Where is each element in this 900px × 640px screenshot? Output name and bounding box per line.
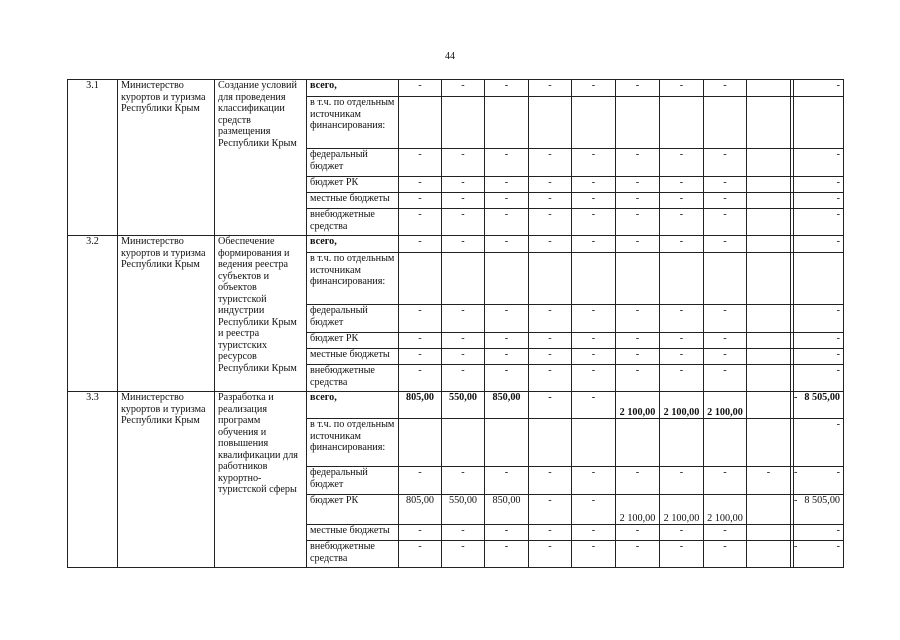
year-value-cell: - [399,333,442,349]
year-value-cell: - [485,209,529,236]
year-value-cell: - [442,349,485,365]
year-value-cell: - [529,177,572,193]
year-value-cell: - [485,349,529,365]
year-value-cell [485,419,529,467]
year-value-cell [399,253,442,305]
year-value-cell: - [399,305,442,333]
funding-source-label: внебюджетные средства [307,365,399,392]
year-value-cell: - [572,149,616,177]
total-value-cell: - [794,177,844,193]
year-value-cell: - [660,236,704,253]
year-value-cell [616,419,660,467]
year-value-cell: - [660,525,704,541]
total-value-cell: - [794,305,844,333]
year-value-cell: - [572,305,616,333]
year-value-cell: - [399,365,442,392]
funding-source-label: местные бюджеты [307,193,399,209]
year-value-cell: - [399,541,442,568]
year-value-cell: - [442,467,485,495]
year-value-cell: - [442,333,485,349]
year-value-cell: - [704,333,747,349]
year-value-cell: - [616,209,660,236]
year-value-cell: - [485,149,529,177]
year-value-cell [747,177,791,193]
year-value-cell: - [660,80,704,97]
total-value-cell: 8 505,00 [794,392,844,419]
year-value-cell: - [572,177,616,193]
year-value-cell: - [442,193,485,209]
year-value-cell: 2 100,00 [616,392,660,419]
year-value-cell: - [616,305,660,333]
year-value-cell: - [616,177,660,193]
funding-source-label: бюджет РК [307,333,399,349]
funding-source-label: федеральный бюджет [307,149,399,177]
year-value-cell: - [660,209,704,236]
year-value-cell: 805,00 [399,392,442,419]
year-value-cell [572,97,616,149]
year-value-cell: - [442,525,485,541]
table-row [68,392,844,419]
total-value-cell: - [794,541,844,568]
year-value-cell [747,97,791,149]
responsible-organization: Министерство курортов и туризма Республики Крым [118,80,215,236]
year-value-cell: - [616,80,660,97]
year-value-cell: - [791,495,794,525]
year-value-cell: - [660,349,704,365]
year-value-cell [747,365,791,392]
year-value-cell: - [572,365,616,392]
year-value-cell: - [704,236,747,253]
year-value-cell: - [704,209,747,236]
year-value-cell: - [572,525,616,541]
year-value-cell: - [442,80,485,97]
funding-source-label: в т.ч. по отдельным источникам финансирования: [307,419,399,467]
year-value-cell: - [529,365,572,392]
total-value-cell: - [794,236,844,253]
funding-source-label: всего, [307,236,399,253]
total-value-cell [794,97,844,149]
year-value-cell: - [660,467,704,495]
year-value-cell: - [485,177,529,193]
item-number: 3.2 [68,236,118,392]
year-value-cell [747,209,791,236]
year-value-cell: - [616,236,660,253]
year-value-cell: - [485,305,529,333]
funding-source-label: в т.ч. по отдельным источникам финансирования: [307,253,399,305]
funding-source-label: федеральный бюджет [307,467,399,495]
year-value-cell: - [572,467,616,495]
activity-name: Создание условий для проведения классификации средств размещения Республики Крым [215,80,307,236]
year-value-cell: - [442,365,485,392]
year-value-cell [747,236,791,253]
year-value-cell [747,349,791,365]
year-value-cell: - [529,541,572,568]
table-row [68,236,844,253]
year-value-cell: - [616,541,660,568]
year-value-cell: - [791,392,794,419]
year-value-cell: 2 100,00 [660,392,704,419]
year-value-cell: - [572,541,616,568]
year-value-cell [442,97,485,149]
responsible-organization: Министерство курортов и туризма Республики Крым [118,236,215,392]
activity-name: Разработка и реализация программ обучения и повышения квалификации для работников курортно-туристской сферы [215,392,307,568]
year-value-cell: - [485,525,529,541]
funding-source-label: бюджет РК [307,495,399,525]
year-value-cell [747,392,791,419]
total-value-cell: - [794,419,844,467]
year-value-cell: - [529,305,572,333]
year-value-cell: - [704,365,747,392]
year-value-cell: - [791,467,794,495]
funding-source-label: местные бюджеты [307,349,399,365]
year-value-cell [616,97,660,149]
total-value-cell: - [794,209,844,236]
year-value-cell: - [529,495,572,525]
year-value-cell [704,97,747,149]
year-value-cell [660,419,704,467]
year-value-cell: - [704,193,747,209]
year-value-cell: - [485,80,529,97]
year-value-cell: - [442,209,485,236]
year-value-cell: - [485,333,529,349]
year-value-cell: - [529,349,572,365]
year-value-cell: 550,00 [442,495,485,525]
year-value-cell [529,97,572,149]
year-value-cell: - [442,305,485,333]
year-value-cell: - [399,349,442,365]
year-value-cell [747,333,791,349]
year-value-cell: - [572,392,616,419]
page-number: 44 [445,51,455,62]
responsible-organization: Министерство курортов и туризма Республики Крым [118,392,215,568]
year-value-cell [747,193,791,209]
year-value-cell: - [572,80,616,97]
year-value-cell: - [442,149,485,177]
year-value-cell [399,97,442,149]
year-value-cell [660,253,704,305]
year-value-cell: - [660,541,704,568]
year-value-cell: 850,00 [485,392,529,419]
total-value-cell: - [794,349,844,365]
year-value-cell: - [572,495,616,525]
year-value-cell: 2 100,00 [616,495,660,525]
item-number: 3.3 [68,392,118,568]
funding-source-label: всего, [307,80,399,97]
year-value-cell: - [442,177,485,193]
year-value-cell: - [660,333,704,349]
year-value-cell: - [572,209,616,236]
year-value-cell [442,419,485,467]
funding-source-label: федеральный бюджет [307,305,399,333]
year-value-cell [747,525,791,541]
year-value-cell: 2 100,00 [704,392,747,419]
year-value-cell: - [485,365,529,392]
funding-source-label: местные бюджеты [307,525,399,541]
year-value-cell [747,253,791,305]
year-value-cell: - [399,149,442,177]
year-value-cell: - [442,541,485,568]
year-value-cell [529,253,572,305]
year-value-cell: - [529,80,572,97]
year-value-cell: 850,00 [485,495,529,525]
year-value-cell [442,253,485,305]
activity-name: Обеспечение формирования и ведения реестра субъектов и объектов туристской индустрии Республики Крым и реестра туристских ресурсов Республики Крым [215,236,307,392]
year-value-cell [747,149,791,177]
year-value-cell: - [529,149,572,177]
year-value-cell: - [616,333,660,349]
total-value-cell: - [794,80,844,97]
total-value-cell: - [794,467,844,495]
year-value-cell [704,419,747,467]
year-value-cell: - [660,177,704,193]
table-row [68,80,844,97]
year-value-cell: - [704,525,747,541]
year-value-cell: - [399,177,442,193]
year-value-cell: - [399,525,442,541]
year-value-cell: - [616,365,660,392]
year-value-cell: - [572,236,616,253]
year-value-cell [747,541,791,568]
year-value-cell: - [791,541,794,568]
year-value-cell: - [616,349,660,365]
year-value-cell: 2 100,00 [704,495,747,525]
year-value-cell [529,419,572,467]
funding-source-label: внебюджетные средства [307,541,399,568]
year-value-cell: - [660,365,704,392]
year-value-cell: - [704,305,747,333]
financing-table [67,79,844,568]
total-value-cell: - [794,193,844,209]
year-value-cell: - [399,193,442,209]
year-value-cell: - [529,467,572,495]
year-value-cell [485,253,529,305]
year-value-cell: - [485,193,529,209]
item-number: 3.1 [68,80,118,236]
total-value-cell: 8 505,00 [794,495,844,525]
year-value-cell: - [572,193,616,209]
year-value-cell: - [704,467,747,495]
year-value-cell: - [616,467,660,495]
total-value-cell: - [794,365,844,392]
year-value-cell: - [485,467,529,495]
year-value-cell [485,97,529,149]
year-value-cell [572,253,616,305]
year-value-cell: - [399,209,442,236]
year-value-cell: - [529,236,572,253]
year-value-cell: - [704,541,747,568]
year-value-cell [660,97,704,149]
funding-source-label: бюджет РК [307,177,399,193]
total-value-cell: - [794,149,844,177]
year-value-cell [747,80,791,97]
total-value-cell [794,253,844,305]
year-value-cell: - [529,392,572,419]
year-value-cell: - [660,149,704,177]
year-value-cell: - [485,236,529,253]
funding-source-label: в т.ч. по отдельным источникам финансирования: [307,97,399,149]
year-value-cell: - [399,80,442,97]
funding-source-label: всего, [307,392,399,419]
year-value-cell [747,305,791,333]
year-value-cell: - [485,541,529,568]
year-value-cell: - [572,349,616,365]
year-value-cell [399,419,442,467]
year-value-cell: - [660,193,704,209]
year-value-cell: 2 100,00 [660,495,704,525]
year-value-cell: - [616,149,660,177]
year-value-cell [572,419,616,467]
year-value-cell [747,419,791,467]
year-value-cell: - [399,467,442,495]
year-value-cell: - [704,349,747,365]
year-value-cell: - [660,305,704,333]
year-value-cell: 805,00 [399,495,442,525]
funding-source-label: внебюджетные средства [307,209,399,236]
year-value-cell: - [616,525,660,541]
year-value-cell: - [704,177,747,193]
total-value-cell: - [794,525,844,541]
year-value-cell: 550,00 [442,392,485,419]
year-value-cell [616,253,660,305]
year-value-cell: - [529,209,572,236]
year-value-cell [704,253,747,305]
year-value-cell: - [704,80,747,97]
year-value-cell: - [572,333,616,349]
year-value-cell: - [529,525,572,541]
year-value-cell: - [529,193,572,209]
year-value-cell: - [704,149,747,177]
year-value-cell: - [616,193,660,209]
year-value-cell [747,495,791,525]
year-value-cell: - [529,333,572,349]
year-value-cell: - [442,236,485,253]
total-value-cell: - [794,333,844,349]
year-value-cell: - [399,236,442,253]
year-value-cell: - [747,467,791,495]
